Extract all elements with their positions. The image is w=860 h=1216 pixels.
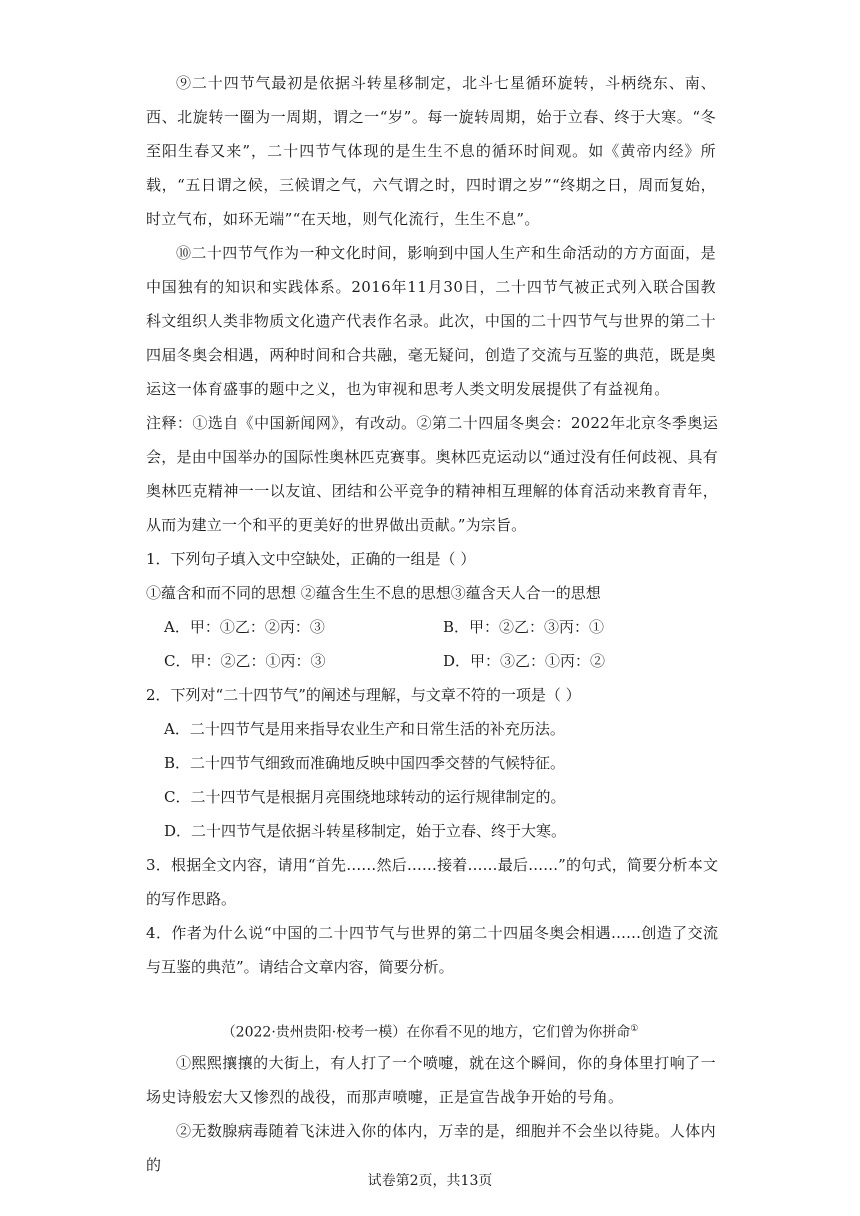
question-1-stem: 1．下列句子填入文中空缺处，正确的一组是（ ） [146, 550, 476, 568]
question-1-choices: ①蕴含和而不同的思想 ②蕴含生生不息的思想③蕴含天人合一的思想 [146, 584, 601, 602]
paragraph-10: ⑩二十四节气作为一种文化时间，影响到中国人生产和生命活动的方方面面，是中国独有的知识和实践体系。2016年11月30日，二十四节气被正式列入联合国教科文组织人类非物质文化遗产代表作名录。此次，中国的二十四节气与世界的第二十四届冬奥会相遇，两种时间和合共融，毫无疑问，创造了交流与互鉴的典范，既是奥运这一体育盛事的题中之义，也为审视和思考人类文明发展提供了有益视角。 [146, 244, 716, 398]
question-4: 4．作者为什么说“中国的二十四节气与世界的第二十四届冬奥会相遇……创造了交流与互鉴的典范”。请结合文章内容，简要分析。 [146, 924, 718, 976]
passage-title-text: （2022·贵州贵阳·校考一模）在你看不见的地方，它们曾为你拼命 [221, 1024, 631, 1041]
question-1-option-d: D．甲：③乙：①丙：② [443, 652, 606, 670]
passage-paragraph-2: ②无数腺病毒随着飞沫进入你的体内，万幸的是，细胞并不会坐以待毙。人体内的 [146, 1122, 716, 1174]
annotation-note: 注释：①选自《中国新闻网》，有改动。②第二十四届冬奥会：2022年北京冬季奥运会，是由中国举办的国际性奥林匹克赛事。奥林匹克运动以“通过没有任何歧视、具有奥林匹克精神一一以友谊、团结和公平竞争的精神相互理解的体育活动来教育青年，从而为建立一个和平的更美好的世界做出贡献。”为宗旨。 [146, 414, 718, 534]
question-2-option-a: A．二十四节气是用来指导农业生产和日常生活的补充历法。 [164, 720, 565, 738]
question-3: 3．根据全文内容，请用“首先……然后……接着……最后……”的句式，简要分析本文的写作思路。 [146, 856, 718, 908]
question-2-option-c: C．二十四节气是根据月亮围绕地球转动的运行规律制定的。 [164, 788, 566, 806]
passage-paragraph-1: ①熙熙攘攘的大街上，有人打了一个喷嚏，就在这个瞬间，你的身体里打响了一场史诗般宏大又惨烈的战役，而那声喷嚏，正是宣告战争开始的号角。 [146, 1054, 716, 1106]
question-2-option-d: D．二十四节气是依据斗转星移制定，始于立春、终于大寒。 [164, 822, 567, 840]
question-1-option-b: B．甲：②乙：③丙：① [443, 618, 605, 636]
question-2-stem: 2．下列对“二十四节气”的阐述与理解，与文章不符的一项是（ ） [146, 686, 581, 704]
question-1-option-c: C．甲：②乙：①丙：③ [164, 652, 326, 670]
question-2-option-b: B．二十四节气细致而准确地反映中国四季交替的气候特征。 [164, 754, 566, 772]
passage-title-footnote: ① [630, 1024, 639, 1034]
paragraph-9: ⑨二十四节气最初是依据斗转星移制定，北斗七星循环旋转，斗柄绕东、南、西、北旋转一圈为一周期，谓之一“岁”。每一旋转周期，始于立春、终于大寒。“冬至阳生春又来”，二十四节气体现的是生生不息的循环时间观。如《黄帝内经》所载，“五日谓之候，三候谓之气，六气谓之时，四时谓之岁”“终期之日，周而复始，时立气布，如环无端”“在天地，则气化流行，生生不息”。 [146, 74, 716, 228]
passage-title [0, 1012, 860, 1050]
page-footer: 试卷第2页，共13页 [367, 1173, 493, 1189]
question-1-option-a: A．甲：①乙：②丙：③ [164, 618, 325, 636]
